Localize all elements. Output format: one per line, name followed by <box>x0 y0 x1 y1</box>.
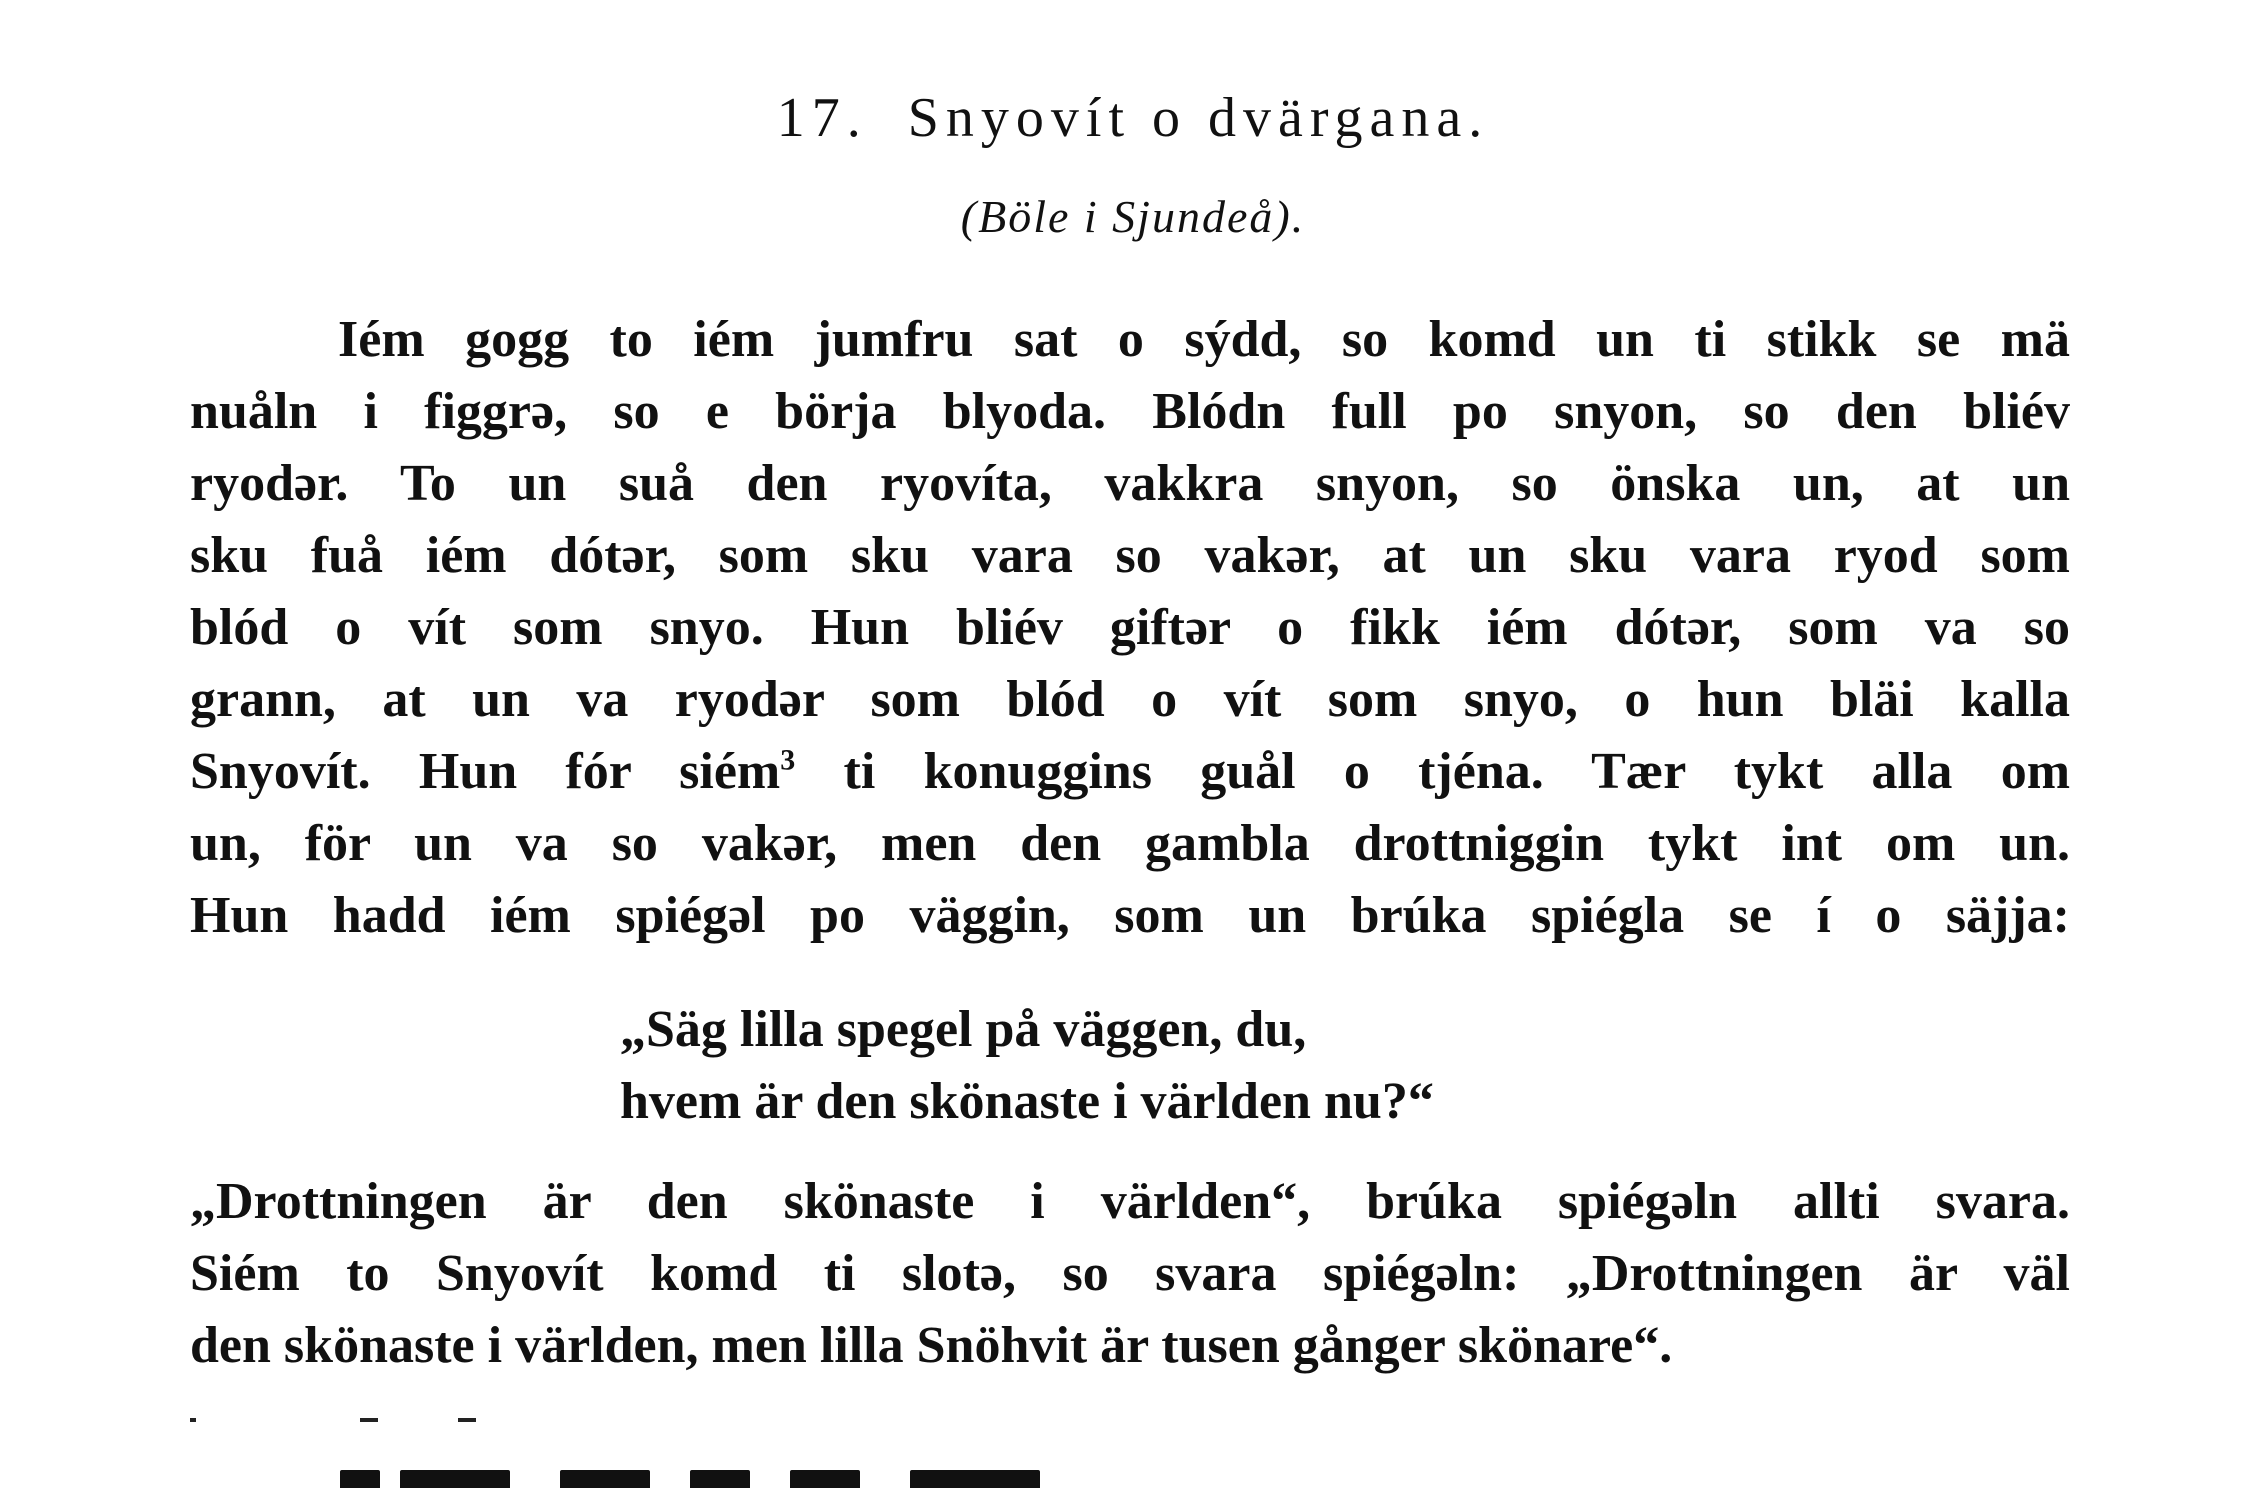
text-line: nuåln i figgrə, so e börja blyoda. Blódn full po snyon, so den bliév <box>190 383 2070 440</box>
source-location: (Böle i Sjundeå). <box>960 191 1306 242</box>
text-segment: Snyovít. Hun fór siém <box>190 743 781 800</box>
text-line: Hun hadd iém spiégəl po väggin, som un brúka spiégla se í o säjja: <box>190 887 2070 944</box>
text-line: blód o vít som snyo. Hun bliév giftər o fikk iém dótər, som va so <box>190 599 2070 656</box>
text-segment: ti konuggins guål o tjéna. Tær tykt alla om <box>843 743 2071 800</box>
verse-line: hvem är den skönaste i världen nu?“ <box>620 1073 1434 1130</box>
cropped-footnote-line <box>330 1470 1230 1488</box>
text-line: ryodər. To un suå den ryovíta, vakkra snyon, so önska un, at un <box>190 455 2070 512</box>
text-line: Iém gogg to iém jumfru sat o sýdd, so komd un ti stikk se mä <box>338 311 2070 368</box>
text-line-with-footnote <box>190 736 2070 808</box>
chapter-heading <box>0 78 2266 158</box>
paragraph-1 <box>190 304 2070 952</box>
chapter-number: 17. <box>776 87 868 149</box>
text-line: den skönaste i världen, men lilla Snöhvit är tusen gånger skönare“. <box>190 1317 1673 1374</box>
text-line: sku fuå iém dótər, som sku vara so vakər, at un sku vara ryod som <box>190 527 2070 584</box>
text-line: grann, at un va ryodər som blód o vít som snyo, o hun bläi kalla <box>190 671 2070 728</box>
paragraph-2 <box>190 1166 2070 1382</box>
text-line: un, för un va so vakər, men den gambla drottniggin tykt int om un. <box>190 815 2070 872</box>
text-line: „Drottningen är den skönaste i världen“, brúka spiégəln allti svara. <box>190 1173 2070 1230</box>
text-line: Siém to Snyovít komd ti slotə, so svara spiégəln: „Drottningen är väl <box>190 1245 2070 1302</box>
verse-block <box>620 994 1434 1138</box>
footnote-reference: 3 <box>780 743 796 777</box>
footnote-separator <box>190 1418 490 1428</box>
chapter-title: Snyovít o dvärgana. <box>907 87 1490 149</box>
verse-line: „Säg lilla spegel på väggen, du, <box>620 1001 1307 1058</box>
